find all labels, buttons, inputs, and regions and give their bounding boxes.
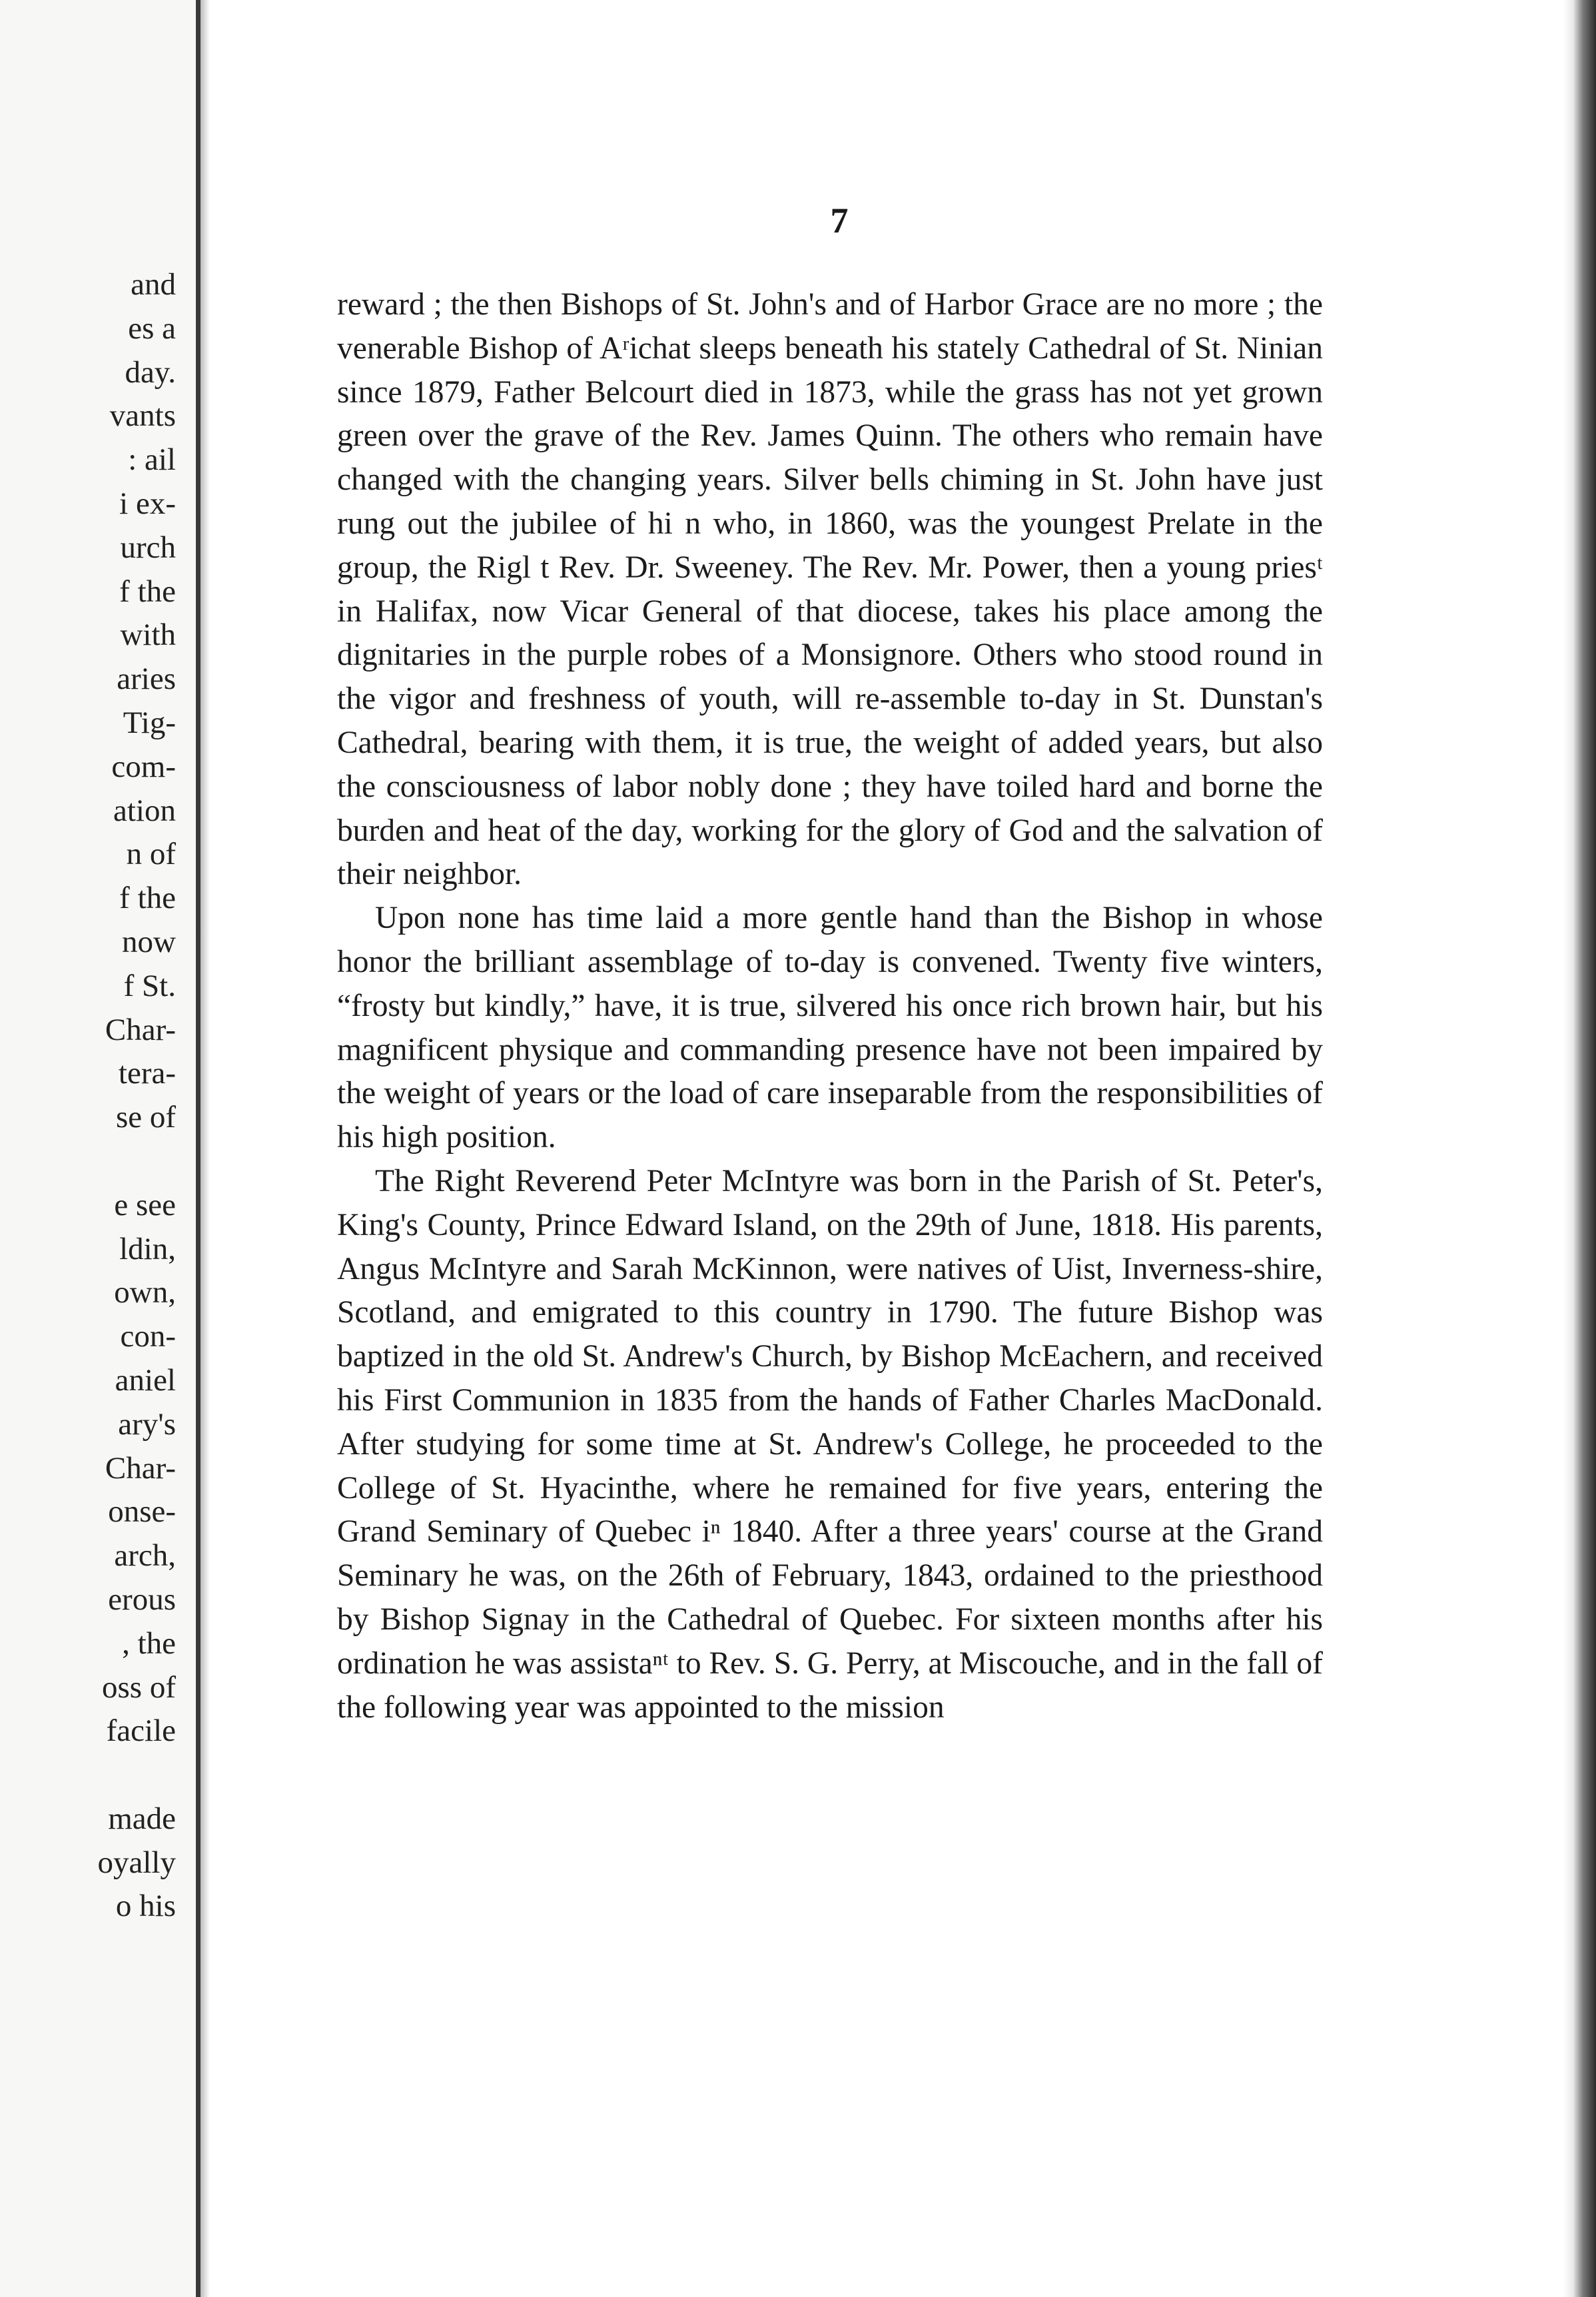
facing-page-fragment: ary's [118,1406,176,1442]
facing-page-fragment: aniel [115,1362,176,1398]
facing-page-fragment: : ail [128,442,176,478]
facing-page-fragment: Char- [105,1450,176,1486]
facing-page-fragment: vants [109,398,176,434]
facing-page-fragment: ldin, [119,1231,176,1266]
fragment-gap [98,1140,176,1184]
facing-page-fragment: com- [111,749,176,784]
facing-page-fragment: , the [122,1625,176,1661]
facing-page-fragment: day. [125,354,176,390]
facing-page-fragment: tera- [118,1056,176,1091]
facing-page-edge [0,0,196,2297]
paragraph: Upon none has time laid a more gentle hand than the Bishop in whose honor the brilliant assemblage of to-day is convened. Twenty five winters, “frosty but kindly,” have, it is true, silvered his once rich brown hair, but his magnificent physique and commanding presence have not been impaired by the weight of years or the load of care inseparable from the responsibilities of his high position. [337,901,1323,1155]
facing-page-fragment: onse- [108,1494,176,1530]
facing-page-fragment: made [108,1801,176,1836]
facing-page-fragment: oyally [97,1845,176,1880]
facing-page-fragment: con- [120,1319,176,1354]
facing-page-fragment: se of [115,1100,176,1135]
facing-page-fragment: o his [115,1889,176,1924]
facing-page-fragment: facile [106,1713,176,1749]
facing-page-fragment: urch [120,530,176,565]
page-right-edge-shadow [1563,0,1596,2297]
facing-page-fragment: f the [119,881,176,916]
paragraph: The Right Reverend Peter McIntyre was born in the Parish of St. Peter's, King's County, Prince Edward Island, on the 29th of June, 1818. His parents, Angus McIntyre and Sarah McKinnon, were natives of Uist, Inverness-shire, Scotland, and emigrated to this country in 1790. The future Bishop was baptized in the old St. Andrew's Church, by Bishop McEachern, and received his First Communion in 1835 from the hands of Father Charles MacDonald. After studying for some time at St. Andrew's College, he proceeded to the College of St. Hyacinthe, where he remained for five years, entering the Grand Seminary of Quebec iⁿ 1840. After a three years' course at the Grand Seminary he was, on the 26th of February, 1843, ordained to the priesthood by Bishop Signay in the Cathedral of Quebec. For sixteen months after his ordination he was assistaⁿᵗ to Rev. S. G. Perry, at Miscouche, and in the fall of the following year was appointed to the mission [337,1163,1323,1725]
facing-page-fragment: and [131,267,176,302]
facing-page-fragment: i ex- [119,486,176,521]
facing-page-fragment: with [120,618,176,653]
facing-page-fragment: erous [108,1582,176,1617]
paragraph-continued: reward ; the then Bishops of St. John's and of Harbor Grace are no more ; the venerable Bishop of Aʳichat sleeps beneath his stately Cathedral of St. Ninian since 1879, Father Belcourt died in 1873, while the grass has not yet grown green over the grave of the Rev. James Quinn. The others who remain have changed with the changing years. Silver bells chiming in St. John have just rung out the jubilee of hi n who, in 1860, was the youngest Prelate in the group, the Rigl t Rev. Dr. Sweeney. The Rev. Mr. Power, then a young priesᵗ in Halifax, now Vicar General of that diocese, takes his place among the dignitaries in the purple robes of a Monsignore. Others who stood round in the vigor and freshness of youth, will re-assemble to-day in St. Dunstan's Cathedral, bearing with them, it is true, the weight of added years, but also the consciousness of labor nobly done ; they have toiled hard and borne the burden and heat of the day, working for the glory of God and the salvation of their neighbor. [337,287,1323,892]
facing-page-fragment: es a [128,310,176,346]
facing-page-fragment: aries [117,662,176,697]
page-body [337,283,1323,1729]
page-number: 7 [830,201,849,240]
facing-page-fragment: e see [114,1187,176,1222]
facing-page-fragment: now [122,924,176,959]
facing-page-fragment: oss of [102,1669,176,1705]
facing-page-fragment: f St. [123,968,176,1003]
facing-page-fragment: ation [113,793,176,828]
facing-page-fragment: Char- [105,1012,176,1047]
gutter-shadow [200,0,210,2297]
facing-page-fragment: own, [114,1275,176,1310]
facing-page-fragment: arch, [114,1538,176,1574]
facing-page-fragment: Tig- [123,705,176,740]
facing-page-fragment: f the [119,574,176,609]
facing-page-fragment: n of [126,837,176,872]
book-gutter [196,0,200,2297]
facing-page-text [98,263,176,1929]
fragment-gap [98,1753,176,1797]
